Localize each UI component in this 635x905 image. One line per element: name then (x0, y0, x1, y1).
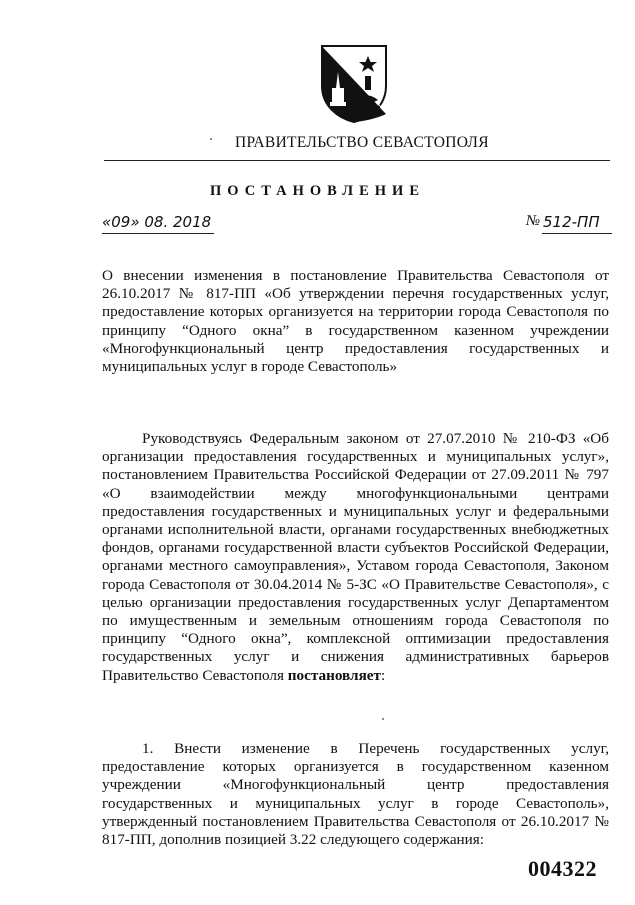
document-number: 512-ПП (543, 213, 600, 231)
scan-speck (382, 718, 384, 720)
header-divider (104, 160, 610, 161)
document-title: О внесении изменения в постановление Правительства Севастополя от 26.10.2017 № 817-ПП «Об утверждении перечня государственных услуг, предоставление которых организуется на территории города Севастополя по принципу “Одного окна” в государственном казенном учреждении «Многофункциональный центр предоставления государственных и муниципальных услуг в городе Севастополь» (102, 267, 609, 376)
basis-end: : (380, 666, 386, 684)
basis-verb: постановляет (287, 666, 381, 684)
item-1-paragraph: 1. Внести изменение в Перечень государственных услуг, предоставление которых организуется в государственном казенном учреждении «Многофункциональный центр предоставления государственных и муниципальных услуг в городе Севастополь», утвержденный постановлением Правительства Севастополя от 26.10.2017 № 817-ПП, дополнив позицией 3.22 следующего содержания: (102, 740, 609, 849)
coat-of-arms-icon (318, 42, 390, 124)
serial-number: 004322 (528, 856, 597, 881)
document-date-field (102, 213, 217, 235)
document-date: «09» 08. 2018 (102, 213, 212, 231)
basis-text: Руководствуясь Федеральным законом от 27.07.2010 № 210-ФЗ «Об организации предоставления государственных и муниципальных услуг», постановлением Правительства Российской Федерации от 27.09.2011 № 797 «О взаимодействии между многофункциональными центрами предоставления государственных и муниципальных услуг и федеральными органами исполнительной власти, органами государственных внебюджетных фондов, органами государственной власти субъектов Российской Федерации, органами местного самоуправления», Уставом города Севастополя, Законом города Севастополя от 30.04.2014 № 5-ЗС «О Правительстве Севастополя», с целью организации предоставления государственных услуг Департаментом по имущественным и земельным отношениям города Севастополя по принципу “Одного окна”, комплексной оптимизации предоставления государственных услуг и снижения административных барьеров Правительство Севастополя (102, 430, 609, 684)
document-type: ПОСТАНОВЛЕНИЕ (209, 183, 425, 199)
number-sign: № (526, 213, 541, 229)
organization-name: ПРАВИТЕЛЬСТВО СЕВАСТОПОЛЯ (235, 134, 489, 151)
number-underline (542, 233, 612, 234)
document-number-field (526, 213, 612, 235)
scan-speck (210, 138, 212, 140)
basis-paragraph (102, 430, 609, 685)
date-underline (102, 233, 214, 234)
